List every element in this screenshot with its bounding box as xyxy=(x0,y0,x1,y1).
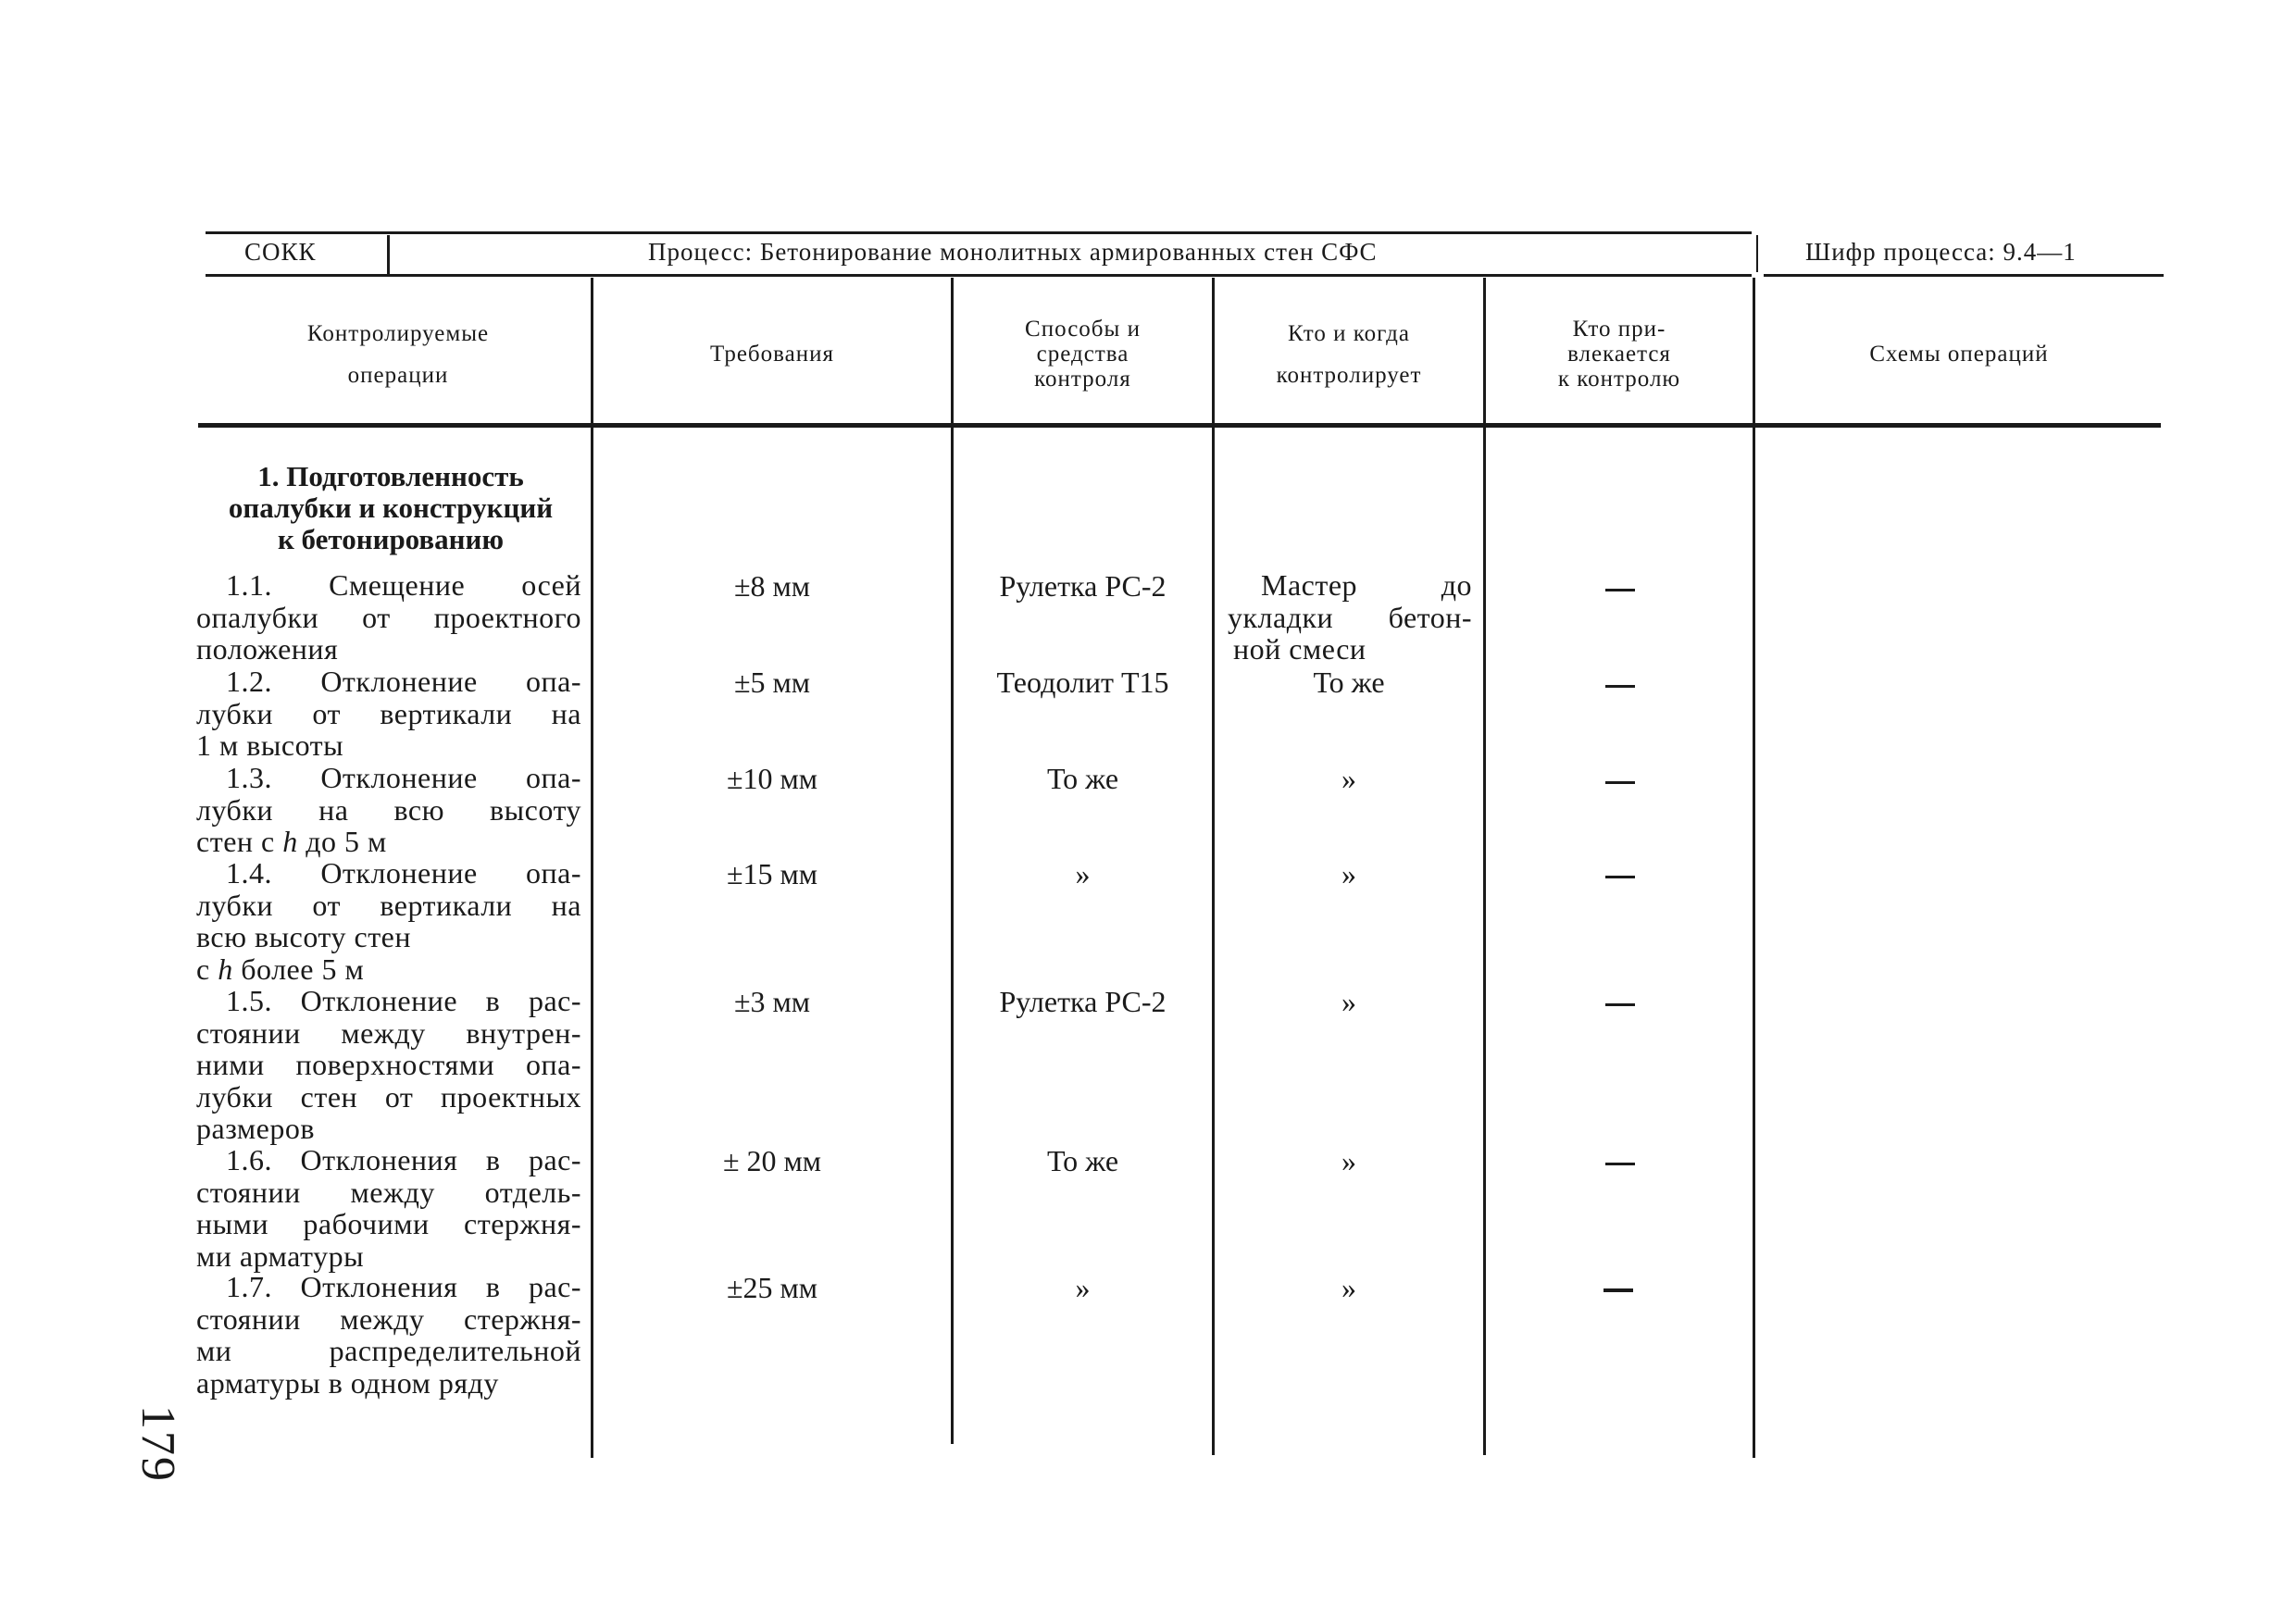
involved-1-5 xyxy=(1605,1003,1635,1006)
column-header-requirements: Требования xyxy=(710,342,834,367)
operation-1-5: 1.5. Отклонение в рас- стоянии между внутрен- ними поверхностями опа- лубки стен от проектных размеров xyxy=(196,984,581,1145)
column-header-bottom-rule xyxy=(198,423,2161,428)
column-header-who-when: Кто и когда контролирует xyxy=(1276,320,1422,388)
method-1-5: Рулетка РС-2 xyxy=(999,985,1167,1018)
operation-1-2: 1.2. Отклонение опа- лубки от вертикали на 1 м высоты xyxy=(196,665,581,762)
involved-1-3 xyxy=(1605,781,1635,784)
operation-1-4: 1.4. Отклонение опа- лубки от вертикали на всю высоту стен с h более 5 м xyxy=(196,856,581,986)
requirement-1-5: ±3 мм xyxy=(733,985,811,1018)
requirement-1-7: ±25 мм xyxy=(726,1271,818,1304)
involved-1-7 xyxy=(1603,1288,1633,1292)
method-1-4: » xyxy=(1075,857,1091,890)
involved-1-2 xyxy=(1605,685,1635,688)
operation-1-3: 1.3. Отклонение опа- лубки на всю высоту стен с h до 5 м xyxy=(196,761,581,858)
header-cipher: Шифр процесса: 9.4—1 xyxy=(1805,238,2077,266)
column-header-methods: Способы и средства контроля xyxy=(1025,317,1141,392)
operation-1-6: 1.6. Отклонения в рас- стоянии между отдель- ными рабочими стержня- ми арматуры xyxy=(196,1143,581,1273)
method-1-3: То же xyxy=(1046,762,1119,795)
header-rule xyxy=(206,274,1752,277)
code-separator xyxy=(387,235,390,274)
who-1-4: » xyxy=(1341,857,1356,890)
column-header-schemes: Схемы операций xyxy=(1869,342,2049,367)
requirement-1-2: ±5 мм xyxy=(733,666,811,699)
top-rule-left xyxy=(206,231,1752,234)
involved-1-6 xyxy=(1605,1163,1635,1165)
operation-1-7: 1.7. Отклонения в рас- стоянии между стержня- ми распределительной арматуры в одном ряду xyxy=(196,1270,581,1400)
column-header-operations: Контролируемые операции xyxy=(306,320,490,388)
method-1-6: То же xyxy=(1046,1144,1119,1177)
requirement-1-1: ±8 мм xyxy=(733,569,811,603)
method-1-7: » xyxy=(1075,1271,1091,1304)
section-title: 1. Подготовленность опалубки и конструкций к бетонированию xyxy=(228,460,554,555)
page-number: 179 xyxy=(131,1405,184,1483)
operation-1-1: 1.1. Смещение осей опалубки от проектного положения xyxy=(196,568,581,666)
method-1-1: Рулетка РС-2 xyxy=(999,569,1167,603)
col-line-4 xyxy=(1483,278,1486,1455)
cipher-separator xyxy=(1756,235,1758,272)
who-1-1: Мастер до укладки бетон- ной смеси xyxy=(1228,568,1472,666)
top-rule-right xyxy=(1764,274,2164,277)
requirement-1-4: ±15 мм xyxy=(726,857,818,890)
who-1-2: То же xyxy=(1313,666,1385,699)
header-process: Процесс: Бетонирование монолитных армированных стен СФС xyxy=(648,238,1378,266)
requirement-1-3: ±10 мм xyxy=(726,762,818,795)
col-line-5 xyxy=(1753,278,1755,1458)
who-1-3: » xyxy=(1341,762,1356,795)
who-1-6: » xyxy=(1341,1144,1356,1177)
who-1-5: » xyxy=(1341,985,1356,1018)
involved-1-4 xyxy=(1605,876,1635,878)
who-1-7: » xyxy=(1341,1271,1356,1304)
column-header-involved: Кто при- влекается к контролю xyxy=(1557,317,1681,392)
header-code: СОКК xyxy=(244,238,317,266)
method-1-2: Теодолит Т15 xyxy=(996,666,1169,699)
requirement-1-6: ± 20 мм xyxy=(722,1144,822,1177)
